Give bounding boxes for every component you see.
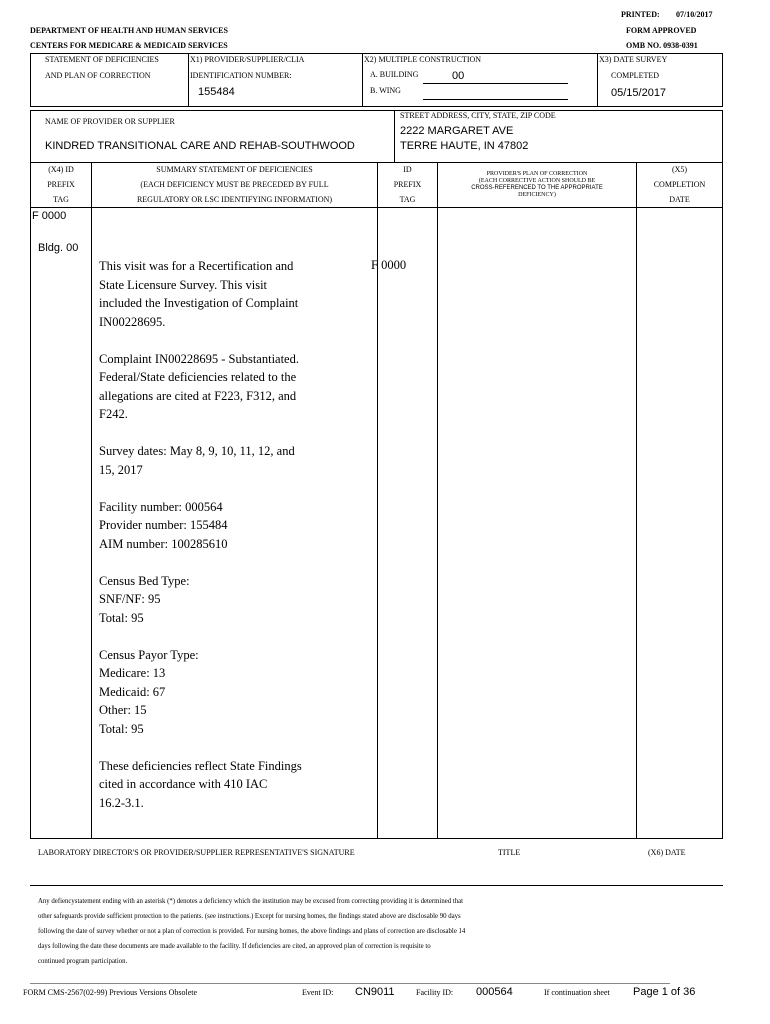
x6-date-label: (X6) DATE [648, 848, 686, 857]
event-id-label: Event ID: [302, 988, 334, 997]
provider-name-label: NAME OF PROVIDER OR SUPPLIER [45, 117, 175, 126]
building-label: A. BUILDING [370, 70, 419, 79]
address-line-2: TERRE HAUTE, IN 47802 [400, 140, 529, 152]
x2-label: X2) MULTIPLE CONSTRUCTION [364, 55, 482, 64]
plan-of-correction-label: AND PLAN OF CORRECTION [45, 71, 151, 80]
plan-header [438, 171, 636, 199]
facility-id-value: 000564 [476, 986, 513, 998]
x3-label-2: COMPLETED [611, 71, 659, 80]
x4-header-2: PREFIX [47, 180, 75, 189]
prefix-tag-left: F 0000 [32, 210, 67, 222]
id-header-1: ID [403, 165, 412, 174]
x4-header-3: TAG [53, 195, 69, 204]
event-id-value: CN9011 [355, 986, 395, 998]
continuation-label: If continuation sheet [544, 988, 610, 997]
signature-divider [30, 885, 723, 886]
x5-header-3: DATE [669, 195, 690, 204]
wing-underline [423, 99, 568, 100]
building-value: 00 [452, 70, 465, 82]
building-underline [423, 83, 568, 84]
form-approved: FORM APPROVED [626, 26, 697, 35]
plan-header-3: CROSS-REFERENCED TO THE APPROPRIATE [471, 185, 603, 191]
statement-label: STATEMENT OF DEFICIENCIES [45, 55, 159, 64]
summary-header-3: REGULATORY OR LSC IDENTIFYING INFORMATION) [136, 195, 333, 204]
paragraph-facility-ids: Facility number: 000564 Provider number: 155484 AIM number: 100285610 [99, 499, 228, 551]
provider-name: KINDRED TRANSITIONAL CARE AND REHAB-SOUTHWOOD [45, 140, 355, 152]
x1-label: X1) PROVIDER/SUPPLIER/CLIA [190, 55, 305, 64]
paragraph-census-payor: Census Payor Type: Medicare: 13 Medicaid: 67 Other: 15 Total: 95 [99, 647, 199, 736]
plan-header-2: (EACH CORRECTIVE ACTION SHOULD BE [478, 178, 596, 184]
address-line-1: 2222 MARGARET AVE [400, 125, 514, 137]
summary-header-1: SUMMARY STATEMENT OF DEFICIENCIES [156, 165, 313, 174]
summary-header-2: (EACH DEFICIENCY MUST BE PRECEDED BY FULL [140, 180, 329, 189]
printed-date: 07/10/2017 [676, 10, 713, 19]
printed-label: PRINTED: [621, 10, 660, 19]
x4-header-1: (X4) ID [48, 165, 74, 174]
summary-statement [99, 257, 377, 831]
paragraph-state-findings: These deficiencies reflect State Findings cited in accordance with 410 IAC 16.2-3.1. [99, 758, 302, 810]
address-label: STREET ADDRESS, CITY, STATE, ZIP CODE [400, 111, 556, 120]
disclaimer: Any defiencystatement ending with an asterisk (*) denotes a deficiency which the institution may be excused from correcting providing it is determined that other safeguards provide sufficient protection to the patients. (see instructions.) Except for nursing homes, the findings stated above are disclosable 90 days following the date of survey whether or not a plan of correction is provided. For nursing homes, the above findings and plans of correction are disclosable 14 days following the date these documents are made available to the facility. If deficiencies are cited, an approved plan of correction is requisite to continued program participation. [38, 898, 466, 965]
id-header-3: TAG [399, 195, 416, 204]
provider-id-value: 155484 [198, 86, 235, 98]
page-number: Page 1 of 36 [633, 986, 696, 998]
survey-completed-date: 05/15/2017 [611, 87, 667, 99]
x1-label-2: IDENTIFICATION NUMBER: [190, 71, 292, 80]
x5-header-2: COMPLETION [653, 180, 706, 189]
title-label: TITLE [498, 848, 521, 857]
footer-divider [30, 983, 670, 984]
plan-header-4: DEFICIENCY) [518, 192, 556, 198]
paragraph-census-bed: Census Bed Type: SNF/NF: 95 Total: 95 [99, 573, 190, 625]
omb-number: OMB NO. 0938-0391 [626, 41, 698, 50]
facility-id-label: Facility ID: [416, 988, 454, 997]
paragraph-visit: This visit was for a Recertification and State Licensure Survey. This visit included the Investigation of Complaint IN00228695. [99, 259, 299, 329]
paragraph-survey-dates: Survey dates: May 8, 9, 10, 11, 12, and 15, 2017 [99, 444, 295, 477]
x5-header-1: (X5) [671, 165, 688, 174]
form-number: FORM CMS-2567(02-99) Previous Versions Obsolete [23, 988, 198, 997]
x3-label: X3) DATE SURVEY [599, 55, 668, 64]
plan-header-1: PROVIDER'S PLAN OF CORRECTION [486, 171, 588, 177]
prefix-tag-right: F 0000 [371, 258, 407, 272]
signature-label: LABORATORY DIRECTOR'S OR PROVIDER/SUPPLIER REPRESENTATIVE'S SIGNATURE [38, 848, 355, 857]
building-tag: Bldg. 00 [38, 242, 79, 254]
paragraph-complaint: Complaint IN00228695 - Substantiated. Federal/State deficiencies related to the allegations are cited at F223, F312, and F242. [99, 351, 299, 421]
centers-name: CENTERS FOR MEDICARE & MEDICAID SERVICES [30, 41, 228, 50]
wing-label: B. WING [370, 86, 401, 95]
department-name: DEPARTMENT OF HEALTH AND HUMAN SERVICES [30, 26, 228, 35]
id-header-2: PREFIX [393, 180, 422, 189]
